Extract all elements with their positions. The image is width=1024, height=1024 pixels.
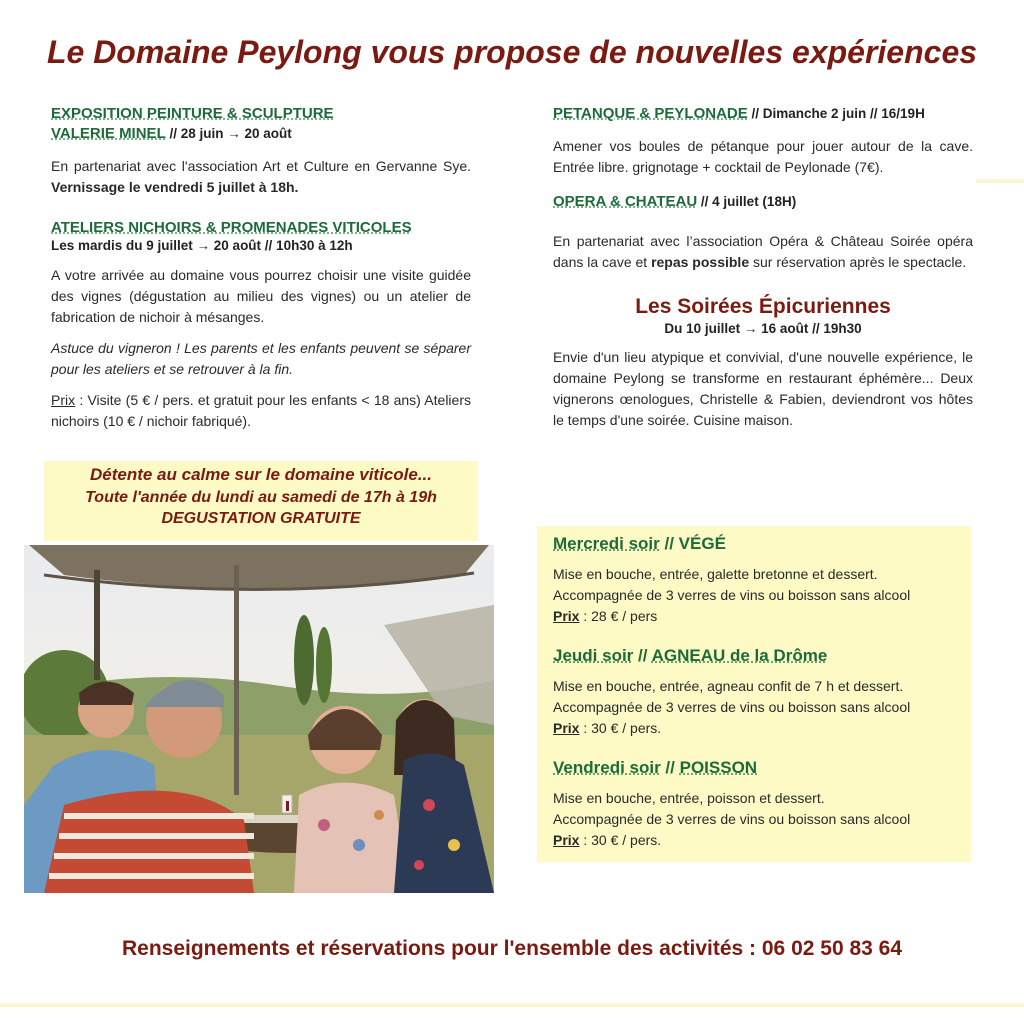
page-title: Le Domaine Peylong vous propose de nouvelles expériences [46,34,978,70]
menu-sep: // [659,534,679,553]
menu-price [553,830,963,851]
calm-line-1: Détente au calme sur le domaine viticole... [89,465,432,484]
menu-price [553,718,963,739]
menu-theme: VÉGÉ [678,534,726,553]
opera-section [553,192,973,273]
menu-price-value: : 30 € / pers. [579,832,662,848]
ateliers-tip: Astuce du vigneron ! Les parents et les enfants peuvent se séparer pour les ateliers et se retrouver à la fin. [51,340,471,377]
soirees-section [553,295,973,431]
ateliers-price-label: Prix [51,392,76,408]
expo-vernissage: Vernissage le vendredi 5 juillet à 18h. [51,179,299,195]
expo-artist: VALERIE MINEL [51,125,166,142]
ateliers-price [51,390,471,432]
menu-theme: AGNEAU de la Drôme [651,646,828,665]
expo-section [51,104,471,198]
contact-footer: Renseignements et réservations pour l'ensemble des activités : 06 02 50 83 64 [121,937,903,960]
bottom-divider [0,1003,1024,1007]
menu-day: Vendredi soir [553,758,661,777]
menu-price-value: : 28 € / pers [579,608,658,624]
opera-text [553,231,973,273]
expo-text-main: En partenariat avec l'association Art et Culture en Gervanne Sye. [51,158,471,174]
ateliers-heading: ATELIERS NICHOIRS & PROMENADES VITICOLES [51,219,412,236]
calm-line-2: Toute l'année du lundi au samedi de 17h à 19h [85,489,437,506]
petanque-section [553,104,973,178]
free-tasting-banner [44,461,478,541]
opera-text-2: sur réservation après le spectacle. [749,254,967,270]
menu-theme: POISSON [679,758,758,777]
menu-price-label: Prix [553,608,580,624]
menu-day: Mercredi soir [553,534,660,553]
ateliers-dates: Les mardis du 9 juillet → 20 août // 10h30 à 12h [51,238,353,253]
calm-line-3: DEGUSTATION GRATUITE [161,510,361,527]
menu-price-label: Prix [553,832,580,848]
soirees-dates: Du 10 juillet → 16 août // 19h30 [664,321,862,336]
menu-price-value: : 30 € / pers. [579,720,662,736]
group-photo [24,545,494,893]
expo-dates: 28 juin → 20 août [180,126,292,141]
petanque-heading: PETANQUE & PEYLONADE [553,105,748,122]
menu-price [553,606,963,627]
expo-text [51,156,471,198]
menu-desc-2: Accompagnée de 3 verres de vins ou boisson sans alcool [553,699,911,715]
ateliers-price-text: : Visite (5 € / pers. et gratuit pour les enfants < 18 ans) Ateliers nichoirs (10 € / nichoir fabriqué). [51,392,471,429]
opera-text-1: En partenariat avec l’association Opéra & Château Soirée opéra dans la cave et [553,233,973,270]
expo-separator: // [165,126,181,141]
soirees-title: Les Soirées Épicuriennes [635,295,891,318]
menu-box [537,526,971,862]
menu-desc-2: Accompagnée de 3 verres de vins ou boisson sans alcool [553,587,911,603]
menu-desc-1: Mise en bouche, entrée, poisson et dessert. [553,790,825,806]
menu-day: Jeudi soir [553,646,634,665]
opera-info: // 4 juillet (18H) [697,194,797,209]
menu-sep: // [660,758,680,777]
menu-jeudi [553,646,963,739]
menu-desc-1: Mise en bouche, entrée, agneau confit de 7 h et dessert. [553,678,904,694]
menu-vendredi [553,758,963,851]
right-column [553,104,973,431]
opera-heading: OPERA & CHATEAU [553,193,698,210]
opera-text-bold: repas possible [651,254,750,270]
decorative-line [976,179,1024,183]
soirees-text: Envie d'un lieu atypique et convivial, d'une nouvelle expérience, le domaine Peylong se transforme en restaurant éphémère... Deux vignerons œnologues, Christelle & Fabien, deviendront vos hôtes le temps d'une soirée. Cuisine maison. [553,349,973,428]
ateliers-section [51,218,471,432]
expo-heading: EXPOSITION PEINTURE & SCULPTURE [51,105,334,122]
ateliers-text: A votre arrivée au domaine vous pourrez choisir une visite guidée des vignes (dégustation au milieu des vignes) ou un atelier de fabrication de nichoir à mésanges. [51,267,471,325]
menu-desc-1: Mise en bouche, entrée, galette bretonne et dessert. [553,566,878,582]
petanque-info: // Dimanche 2 juin // 16/19H [747,106,925,121]
left-column [51,104,471,432]
menu-mercredi [553,534,963,627]
menu-sep: // [633,646,652,665]
menu-price-label: Prix [553,720,580,736]
menu-desc-2: Accompagnée de 3 verres de vins ou boisson sans alcool [553,811,911,827]
petanque-text: Amener vos boules de pétanque pour jouer autour de la cave. Entrée libre. grignotage + cocktail de Peylonade (7€). [553,138,973,175]
